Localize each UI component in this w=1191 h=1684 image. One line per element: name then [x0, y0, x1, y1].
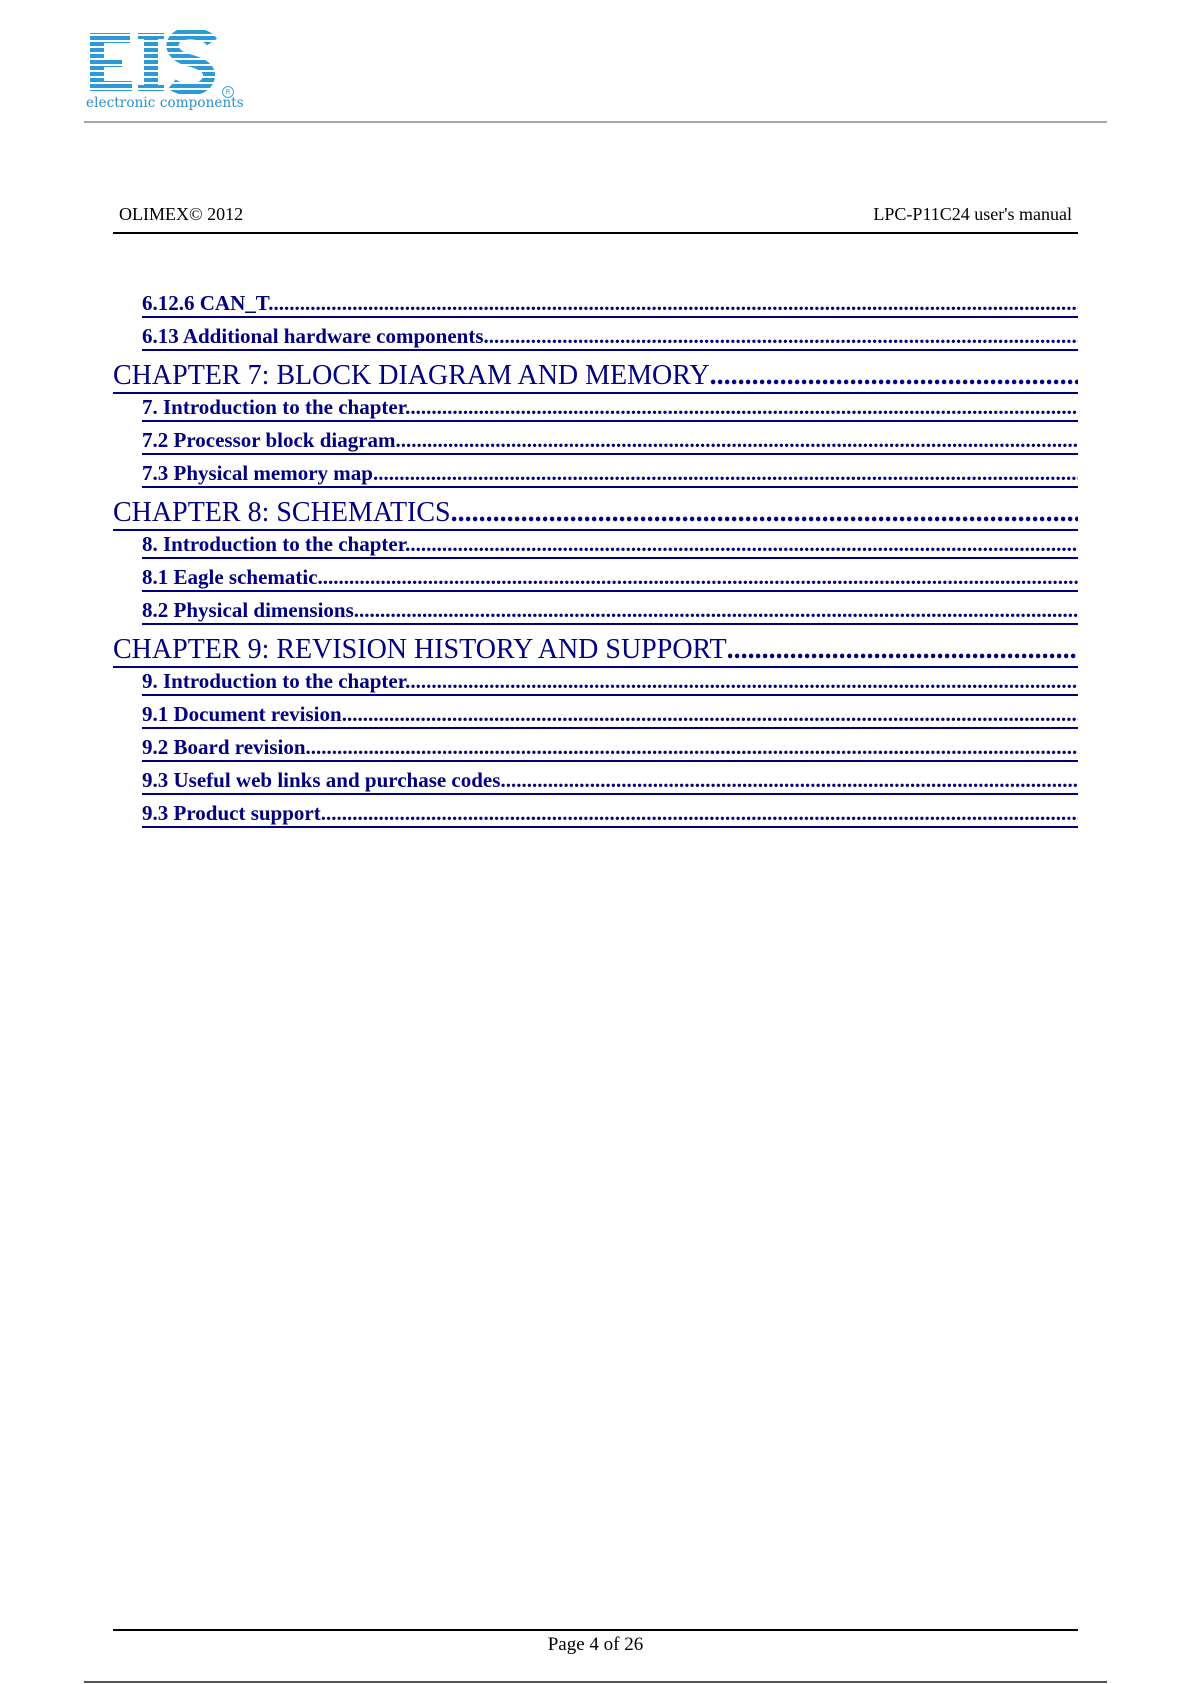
running-header: [113, 204, 1078, 234]
toc-section-link[interactable]: [142, 800, 1078, 828]
header-copyright: OLIMEX© 2012: [119, 204, 244, 224]
registered-mark: R: [222, 86, 234, 98]
toc-entry-label: 9.3 Product support: [142, 801, 321, 825]
toc-leader-dots: [484, 324, 1079, 348]
footer-divider: [113, 1629, 1078, 1631]
toc-entry-label: 8.2 Physical dimensions: [142, 598, 354, 622]
page-number: Page 4 of 26: [547, 1634, 644, 1655]
toc-leader-dots: [451, 497, 1078, 528]
toc-section-link[interactable]: [142, 460, 1078, 488]
toc-section-link[interactable]: [142, 427, 1078, 455]
toc-section-link[interactable]: [142, 767, 1078, 795]
logo-letter-s: [172, 33, 212, 89]
toc-entry-label: 9. Introduction to the chapter: [142, 669, 406, 693]
toc-entry-label: 8.1 Eagle schematic: [142, 565, 318, 589]
toc-entry-label: CHAPTER 9: REVISION HISTORY AND SUPPORT: [113, 634, 727, 665]
toc-entry-label: 6.12.6 CAN_T: [142, 291, 269, 315]
logo-letter-e: [90, 33, 132, 91]
toc-section-link[interactable]: [142, 734, 1078, 762]
toc-section-link[interactable]: [142, 668, 1078, 696]
toc-leader-dots: [321, 801, 1078, 825]
toc-leader-dots: [500, 768, 1078, 792]
toc-section-link[interactable]: [142, 701, 1078, 729]
toc-entry-label: 6.13 Additional hardware components: [142, 324, 484, 348]
toc-entry-label: 7.2 Processor block diagram: [142, 428, 396, 452]
toc-entry-label: 9.1 Document revision: [142, 702, 342, 726]
toc-chapter-link[interactable]: [113, 496, 1078, 531]
toc-entry-label: 7. Introduction to the chapter: [142, 395, 406, 419]
toc-section-link[interactable]: [142, 597, 1078, 625]
toc-section-link[interactable]: [142, 290, 1078, 318]
toc-section-link[interactable]: [142, 323, 1078, 351]
logo-tagline: electronic components: [86, 95, 244, 111]
toc-entry-label: 9.2 Board revision: [142, 735, 306, 759]
toc-leader-dots: [306, 735, 1078, 759]
logo-divider: [84, 121, 1107, 123]
toc-leader-dots: [373, 461, 1078, 485]
toc-leader-dots: [318, 565, 1078, 589]
toc-leader-dots: [342, 702, 1078, 726]
toc-leader-dots: [405, 532, 1078, 556]
toc-entry-label: 9.3 Useful web links and purchase codes: [142, 768, 501, 792]
eis-logo-mark: [88, 30, 218, 96]
toc-leader-dots: [405, 395, 1078, 419]
toc-leader-dots: [405, 669, 1078, 693]
page-bottom-divider: [84, 1681, 1107, 1683]
toc-section-link[interactable]: [142, 531, 1078, 559]
toc-section-link[interactable]: [142, 394, 1078, 422]
logo-letter-i: [138, 33, 164, 91]
toc-chapter-link[interactable]: [113, 359, 1078, 394]
toc-leader-dots: [396, 428, 1078, 452]
eis-logo: [86, 30, 244, 116]
toc-section-link[interactable]: [142, 564, 1078, 592]
toc-chapter-link[interactable]: [113, 633, 1078, 668]
toc-entry-label: CHAPTER 7: BLOCK DIAGRAM AND MEMORY: [113, 360, 710, 391]
toc-leader-dots: [268, 291, 1078, 315]
toc-entry-label: CHAPTER 8: SCHEMATICS: [113, 497, 451, 528]
toc-leader-dots: [710, 360, 1078, 391]
toc-leader-dots: [727, 634, 1078, 665]
header-document-title: LPC-P11C24 user's manual: [873, 204, 1072, 224]
toc-entry-label: 8. Introduction to the chapter: [142, 532, 406, 556]
toc-entry-label: 7.3 Physical memory map: [142, 461, 373, 485]
toc-leader-dots: [354, 598, 1078, 622]
